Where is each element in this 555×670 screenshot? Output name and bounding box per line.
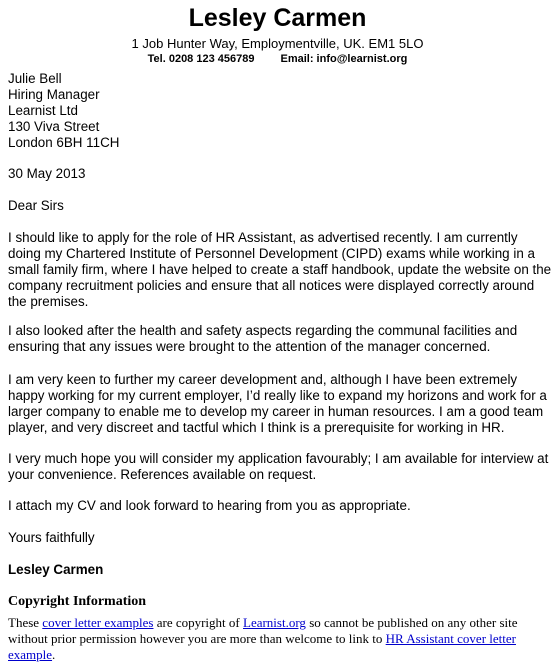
recipient-line: Julie Bell [8, 71, 62, 86]
copyright-text-part: . [52, 647, 56, 662]
salutation: Dear Sirs [8, 198, 64, 213]
letterhead-tel: Tel. 0208 123 456789 [147, 53, 255, 65]
recipient-address [8, 71, 553, 151]
cover-letter-examples-link[interactable]: cover letter examples [42, 615, 154, 630]
letterhead-contact [0, 53, 555, 65]
recipient-line: London 6BH 11CH [8, 135, 120, 150]
letterhead-email: Email: info@learnist.org [280, 53, 408, 65]
copyright-text-part: are copyright of [153, 615, 243, 630]
closing: Yours faithfully [8, 530, 95, 545]
copyright-heading: Copyright Information [8, 594, 147, 609]
body-paragraph: I should like to apply for the role of HR Assistant, as advertised recently. I am currently doing my Chartered Institute of Personnel Development (CIPD) exams while working in a small family firm, where I have helped to create a staff handbook, update the website on the company recruitment policies and ensure that all notices were displayed correctly around the premises. [8, 230, 552, 309]
recipient-line: 130 Viva Street [8, 119, 100, 134]
recipient-line: Learnist Ltd [8, 103, 78, 118]
body-paragraph: I am very keen to further my career development and, although I have been extremely happy working for my current employer, I’d really like to expand my horizons and work for a larger company to enable me to develop my career in human resources. I am a good team player, and very discreet and tactful which I think is a prerequisite for working in HR. [8, 372, 547, 435]
copyright-text [8, 615, 553, 663]
copyright-text-part: These [8, 615, 43, 630]
letterhead-name: Lesley Carmen [188, 4, 367, 32]
signature-name: Lesley Carmen [8, 562, 104, 577]
letter-date: 30 May 2013 [8, 166, 86, 181]
letterhead-address: 1 Job Hunter Way, Employmentville, UK. EM1 5LO [131, 36, 424, 51]
body-paragraph: I also looked after the health and safety aspects regarding the communal facilities and ensuring that any issues were brought to the attention of the manager concerned. [8, 323, 518, 354]
hr-assistant-example-link[interactable]: HR Assistant cover letter example [8, 631, 516, 662]
recipient-line: Hiring Manager [8, 87, 100, 102]
copyright-text-part: so cannot be published on any other site without prior permission however you are more than welcome to link to [8, 615, 518, 646]
learnist-link[interactable]: Learnist.org [243, 615, 306, 630]
body-paragraph: I very much hope you will consider my application favourably; I am available for interview at your convenience. References available on request. [8, 451, 549, 482]
body-paragraph: I attach my CV and look forward to hearing from you as appropriate. [8, 498, 411, 513]
